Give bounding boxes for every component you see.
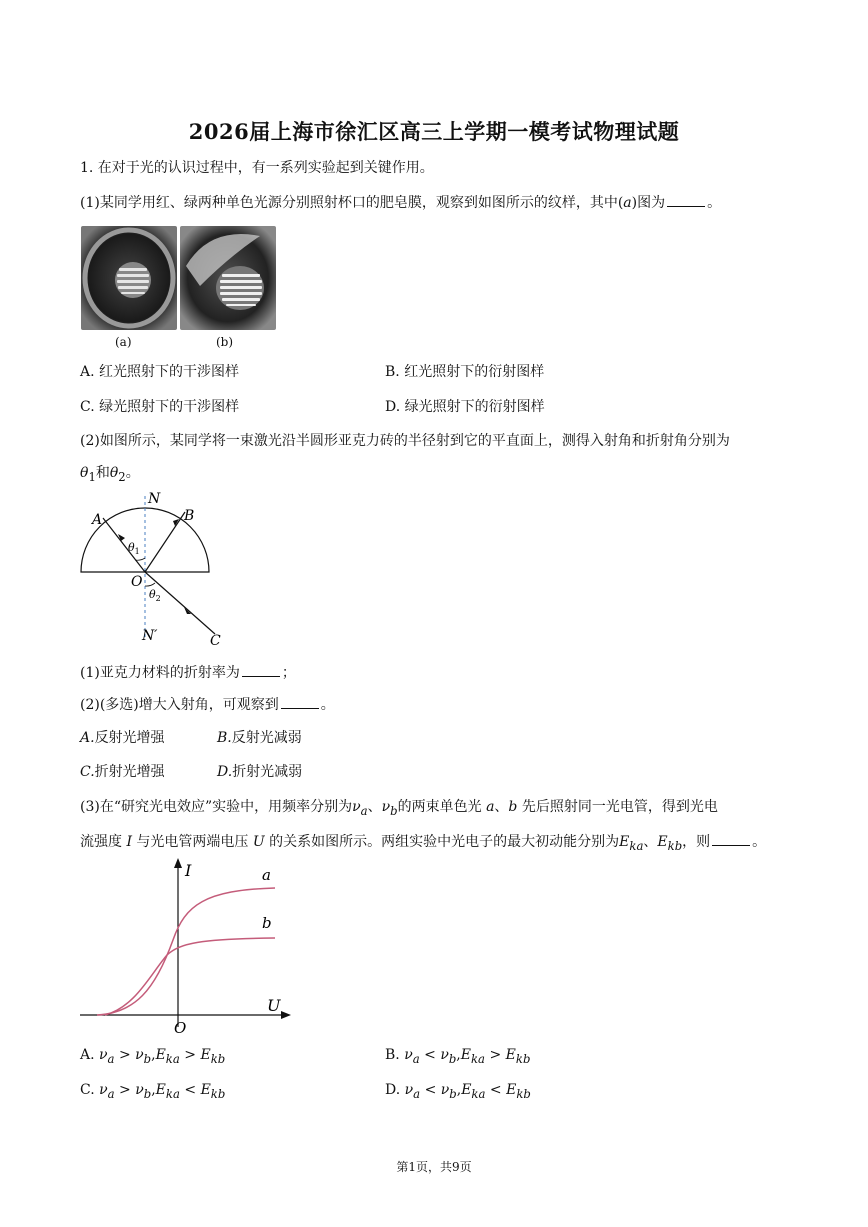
- option-2b[interactable]: B.反射光减弱: [217, 730, 302, 746]
- i-axis-arrow: [174, 858, 182, 868]
- option-1b[interactable]: B. 红光照射下的衍射图样: [385, 364, 545, 380]
- answer-blank[interactable]: [712, 831, 750, 846]
- refraction-diagram: [75, 488, 235, 648]
- curve-b: [105, 938, 275, 1015]
- label-O: O: [131, 574, 143, 590]
- q1-part3-stem-cont: 流强度 I 与光电管两端电压 U 的关系如图所示。两组实验中光电子的最大初动能分别为$E_{ka}$、$E_{kb}$，则 。: [80, 831, 766, 856]
- label-B: B: [184, 508, 195, 524]
- label-N-prime: N′: [142, 628, 158, 644]
- option-3a[interactable]: A. $\nu_a > \nu_b,E_{ka} > E_{kb}$: [80, 1047, 226, 1066]
- answer-blank[interactable]: [281, 694, 319, 709]
- answer-blank[interactable]: [667, 192, 705, 207]
- label-theta1: $\theta_1$: [128, 541, 140, 556]
- u-axis-arrow: [281, 1011, 291, 1019]
- label-C: C: [210, 633, 221, 648]
- question-1-intro: 1. 在对于光的认识过程中，有一系列实验起到关键作用。: [80, 160, 434, 176]
- label-I: I: [185, 861, 192, 880]
- soap-film-image-a: [81, 226, 177, 330]
- page-title: 2026届上海市徐汇区高三上学期一模考试物理试题: [188, 119, 680, 144]
- answer-blank[interactable]: [242, 662, 280, 677]
- angle-arc-1: [135, 558, 145, 560]
- option-2c[interactable]: C.折射光增强: [80, 764, 165, 780]
- photocurrent-graph: [75, 855, 300, 1040]
- label-theta2: $\theta_2$: [149, 588, 161, 603]
- label-A: A: [92, 512, 103, 528]
- figure-label-a: (a): [115, 335, 132, 349]
- label-N: N: [148, 491, 161, 507]
- soap-film-image-b: [180, 226, 276, 330]
- curve-a: [97, 888, 275, 1015]
- angle-arc-2: [145, 583, 155, 586]
- q1-part2-stem: (2)如图所示，某同学将一束激光沿半圆形亚克力砖的半径射到它的平直面上，测得入射角和折射角分别为: [80, 433, 730, 449]
- q1-part1-stem: (1)某同学用红、绿两种单色光源分别照射杯口的肥皂膜，观察到如图所示的纹样，其中(a)图为 。: [80, 192, 721, 213]
- label-U: U: [267, 996, 281, 1015]
- page-footer: 第1页，共9页: [396, 1160, 472, 1174]
- soap-film-photo-a: [81, 226, 177, 330]
- option-2a[interactable]: A.反射光增强: [80, 730, 165, 746]
- q1-part2-stem-cont: $\theta_1$和$\theta_2$。: [80, 465, 140, 484]
- option-1d[interactable]: D. 绿光照射下的衍射图样: [385, 399, 545, 415]
- option-3d[interactable]: D. $\nu_a < \nu_b,E_{ka} < E_{kb}$: [385, 1082, 531, 1101]
- incident-arrow: [118, 534, 125, 541]
- option-2d[interactable]: D.折射光减弱: [217, 764, 303, 780]
- option-3c[interactable]: C. $\nu_a > \nu_b,E_{ka} < E_{kb}$: [80, 1082, 226, 1101]
- label-origin: O: [174, 1019, 187, 1037]
- label-curve-a: a: [262, 866, 271, 884]
- soap-film-photo-b: [180, 226, 276, 330]
- incident-ray: [103, 518, 145, 572]
- option-1c[interactable]: C. 绿光照射下的干涉图样: [80, 399, 240, 415]
- option-1a[interactable]: A. 红光照射下的干涉图样: [80, 364, 240, 380]
- q1-part2-sub2: (2)(多选)增大入射角，可观察到 。: [80, 694, 335, 715]
- refracted-ray: [145, 572, 215, 634]
- option-3b[interactable]: B. $\nu_a < \nu_b,E_{ka} > E_{kb}$: [385, 1047, 531, 1066]
- q1-part2-sub1: (1)亚克力材料的折射率为 ；: [80, 662, 296, 683]
- figure-label-b: (b): [216, 335, 234, 349]
- reflected-ray: [145, 512, 185, 572]
- label-curve-b: b: [262, 914, 272, 932]
- q1-part3-stem: (3)在“研究光电效应”实验中，用频率分别为$\nu_a$、$\nu_b$的两束单色光 a、b 先后照射同一光电管，得到光电: [80, 799, 718, 818]
